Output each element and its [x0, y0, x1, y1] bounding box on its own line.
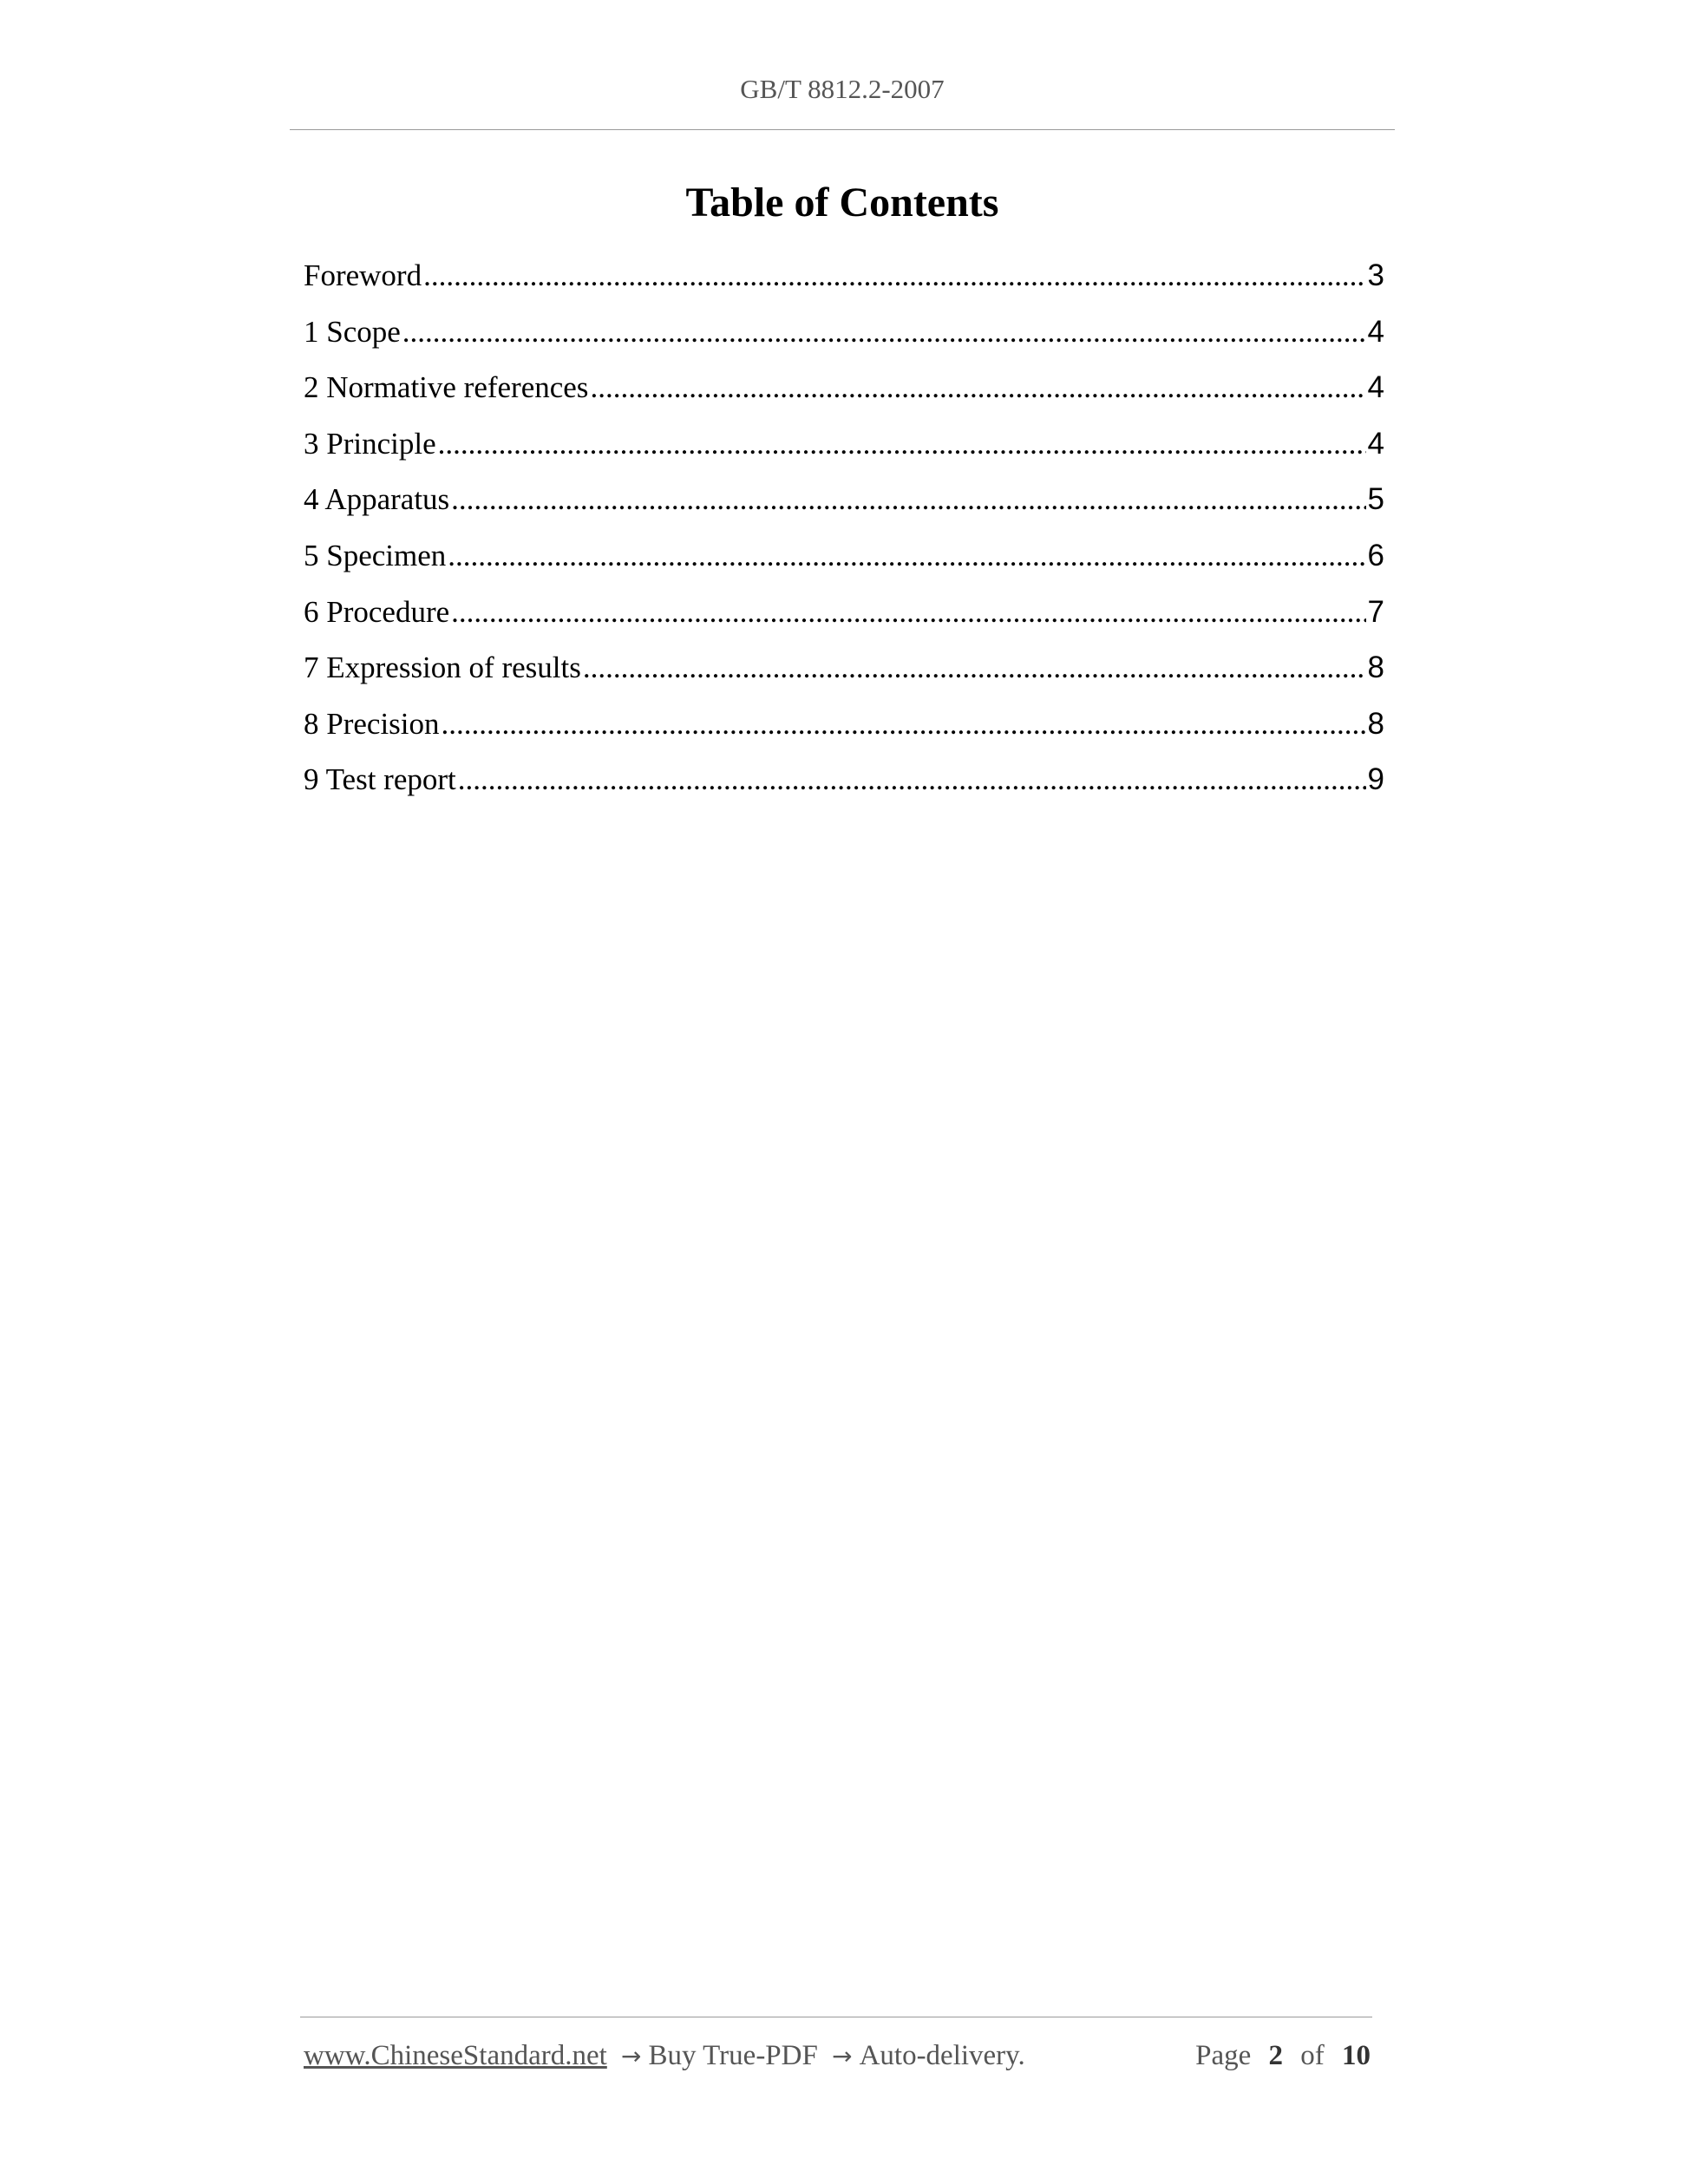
toc-entry-label: Foreword [304, 258, 422, 292]
toc-entry-foreword[interactable] [304, 258, 1384, 315]
toc-entry-page: 9 [1367, 762, 1384, 797]
toc-dot-leader [451, 595, 1365, 630]
toc-entry-procedure[interactable] [304, 595, 1384, 651]
toc-dot-leader [402, 315, 1366, 350]
toc-entry-scope[interactable] [304, 315, 1384, 371]
arrow-right-icon: → [832, 2042, 853, 2070]
toc-entry-precision[interactable] [304, 707, 1384, 763]
footer-page-indicator [1195, 2040, 1371, 2072]
toc-entry-normative-references[interactable] [304, 370, 1384, 427]
toc-entry-page: 8 [1367, 706, 1384, 741]
toc-entry-principle[interactable] [304, 427, 1384, 483]
toc-entry-page: 7 [1367, 594, 1384, 629]
toc-entry-specimen[interactable] [304, 539, 1384, 595]
toc-entry-page: 8 [1367, 651, 1384, 685]
toc-entry-label: 9 Test report [304, 762, 456, 797]
toc-entry-label: 7 Expression of results [304, 651, 581, 685]
toc-entry-page: 4 [1367, 314, 1384, 349]
toc-entry-page: 4 [1367, 426, 1384, 461]
page-header-standard-code: GB/T 8812.2-2007 [740, 74, 945, 104]
toc-entry-page: 6 [1367, 538, 1384, 572]
footer-total-pages: 10 [1342, 2040, 1371, 2071]
toc-entry-label: 3 Principle [304, 426, 436, 461]
toc-dot-leader [423, 258, 1365, 293]
toc-entry-apparatus[interactable] [304, 482, 1384, 539]
toc-entry-label: 4 Apparatus [304, 482, 450, 517]
toc-entry-expression-of-results[interactable] [304, 651, 1384, 707]
toc-title: Table of Contents [685, 180, 999, 226]
toc-dot-leader [438, 427, 1366, 461]
footer-left [304, 2040, 1025, 2072]
toc-entry-label: 1 Scope [304, 314, 401, 349]
arrow-right-icon: → [621, 2042, 642, 2070]
toc-entry-label: 5 Specimen [304, 538, 447, 572]
footer-website-link[interactable]: www.ChineseStandard.net [304, 2040, 607, 2071]
header-divider [290, 129, 1395, 130]
footer-of-word: of [1300, 2040, 1325, 2071]
toc-entry-label: 8 Precision [304, 706, 440, 741]
toc-dot-leader [442, 707, 1366, 742]
toc-entry-label: 2 Normative references [304, 370, 589, 405]
toc-entry-page: 3 [1367, 258, 1384, 292]
toc-entry-test-report[interactable] [304, 762, 1384, 819]
footer-step-buy: Buy True-PDF [648, 2040, 818, 2071]
footer-page-word: Page [1195, 2040, 1252, 2071]
toc-dot-leader [448, 539, 1365, 573]
footer-step-delivery: Auto-delivery. [859, 2040, 1025, 2071]
toc-entry-page: 4 [1367, 370, 1384, 405]
toc-dot-leader [458, 762, 1366, 797]
toc-entry-label: 6 Procedure [304, 594, 450, 629]
toc-dot-leader [590, 370, 1365, 405]
toc-entry-page: 5 [1367, 482, 1384, 517]
page-footer [304, 2040, 1371, 2072]
toc-dot-leader [451, 482, 1365, 517]
toc-dot-leader [583, 651, 1366, 685]
toc-list [304, 258, 1384, 819]
footer-current-page: 2 [1268, 2040, 1283, 2071]
